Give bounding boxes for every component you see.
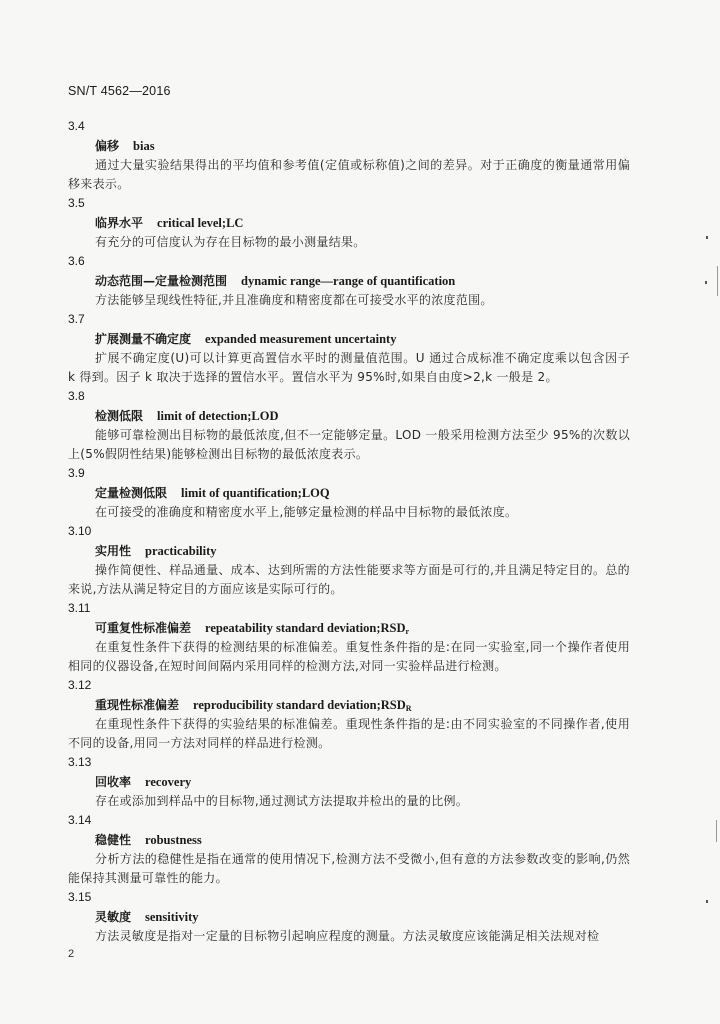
term-definition: 在重现性条件下获得的实验结果的标准偏差。重现性条件指的是:由不同实验室的不同操作者,使用不同的设备,用同一方法对同样的样品进行检测。	[68, 717, 630, 750]
term-title	[95, 541, 630, 561]
term-subscript: R	[405, 704, 412, 713]
term-title	[95, 618, 630, 638]
term-title	[95, 772, 630, 792]
term-entry	[68, 599, 630, 676]
term-number: 3.14	[68, 813, 92, 827]
term-definition: 分析方法的稳健性是指在通常的使用情况下,检测方法不受微小,但有意的方法参数改变的影响,仍然能保持其测量可靠性的能力。	[68, 852, 630, 885]
term-number: 3.4	[68, 119, 85, 133]
term-zh: 灵敏度	[95, 910, 132, 924]
term-en: sensitivity	[145, 910, 199, 924]
term-entry	[68, 310, 630, 387]
term-en-text: repeatability standard deviation;RSD	[205, 621, 406, 635]
term-zh: 临界水平	[95, 216, 144, 230]
term-entry	[68, 753, 630, 811]
scan-mark	[706, 900, 708, 903]
term-zh: 动态范围—定量检测范围	[95, 274, 228, 288]
term-entry	[68, 811, 630, 888]
term-definition: 在可接受的准确度和精密度水平上,能够定量检测的样品中目标物的最低浓度。	[95, 505, 518, 519]
term-title	[95, 830, 630, 850]
term-definition: 操作简便性、样品通量、成本、达到所需的方法性能要求等方面是可行的,并且满足特定目的。总的来说,方法从满足特定目的方面应该是实际可行的。	[68, 563, 630, 596]
term-en: critical level;LC	[157, 216, 244, 230]
term-entry	[68, 676, 630, 753]
term-definition: 在重复性条件下获得的检测结果的标准偏差。重复性条件指的是:在同一实验室,同一个操作者使用相同的仪器设备,在短时间间隔内采用同样的检测方法,对同一实验样品进行检测。	[68, 640, 630, 673]
term-title	[95, 271, 630, 291]
page-number: 2	[68, 948, 75, 960]
term-entry	[68, 387, 630, 464]
term-number: 3.10	[68, 524, 92, 538]
term-definition: 方法能够呈现线性特征,并且准确度和精密度都在可接受水平的浓度范围。	[95, 293, 493, 307]
term-subscript: r	[405, 627, 410, 636]
term-title	[95, 136, 630, 156]
term-number: 3.8	[68, 389, 85, 403]
term-en: limit of detection;LOD	[157, 409, 279, 423]
term-en: bias	[133, 139, 155, 153]
term-zh: 偏移	[95, 139, 120, 153]
term-title	[95, 695, 630, 715]
term-entry	[68, 522, 630, 599]
term-title	[95, 329, 630, 349]
term-definition: 通过大量实验结果得出的平均值和参考值(定值或标称值)之间的差异。对于正确度的衡量通常用偏移来表示。	[68, 158, 630, 191]
term-zh: 稳健性	[95, 833, 132, 847]
term-entry	[68, 252, 630, 310]
term-entry	[68, 194, 630, 252]
term-number: 3.9	[68, 466, 85, 480]
term-definition: 扩展不确定度(U)可以计算更高置信水平时的测量值范围。U 通过合成标准不确定度乘以包含因子 k 得到。因子 k 取决于选择的置信水平。置信水平为 95%时,如果自由度>2,k 一般是 2。	[68, 351, 630, 384]
term-number: 3.12	[68, 678, 92, 692]
scan-mark	[706, 236, 708, 239]
term-definition: 能够可靠检测出目标物的最低浓度,但不一定能够定量。LOD 一般采用检测方法至少 95%的次数以上(5%假阴性结果)能够检测出目标物的最低浓度表示。	[68, 428, 630, 461]
term-en: practicability	[145, 544, 217, 558]
term-entry	[68, 117, 630, 194]
term-definition: 有充分的可信度认为存在目标物的最小测量结果。	[95, 235, 366, 249]
term-zh: 重现性标准偏差	[95, 698, 180, 712]
term-en: expanded measurement uncertainty	[205, 332, 397, 346]
scan-mark	[716, 820, 717, 842]
term-en: robustness	[145, 833, 202, 847]
standard-code-header: SN/T 4562—2016	[68, 84, 171, 98]
term-title	[95, 483, 630, 503]
scan-mark	[717, 266, 718, 296]
term-number: 3.7	[68, 312, 85, 326]
term-number: 3.6	[68, 254, 85, 268]
term-en: recovery	[145, 775, 192, 789]
term-title	[95, 213, 630, 233]
term-definition: 方法灵敏度是指对一定量的目标物引起响应程度的测量。方法灵敏度应该能满足相关法规对检	[95, 929, 600, 943]
term-zh: 回收率	[95, 775, 132, 789]
term-title	[95, 907, 630, 927]
term-entry	[68, 888, 630, 946]
term-entry	[68, 464, 630, 522]
term-zh: 实用性	[95, 544, 132, 558]
term-zh: 检测低限	[95, 409, 144, 423]
term-title	[95, 406, 630, 426]
terms-list	[68, 117, 630, 946]
term-number: 3.5	[68, 196, 85, 210]
term-en	[193, 698, 412, 712]
term-number: 3.13	[68, 755, 92, 769]
term-number: 3.15	[68, 890, 92, 904]
term-en-text: reproducibility standard deviation;RSD	[193, 698, 406, 712]
term-definition: 存在或添加到样品中的目标物,通过测试方法提取并检出的量的比例。	[95, 794, 469, 808]
term-en: limit of quantification;LOQ	[181, 486, 330, 500]
term-en	[205, 621, 409, 635]
term-zh: 可重复性标准偏差	[95, 621, 192, 635]
term-zh: 定量检测低限	[95, 486, 168, 500]
term-en: dynamic range—range of quantification	[241, 274, 456, 288]
term-number: 3.11	[68, 601, 91, 615]
scan-mark	[705, 281, 707, 284]
term-zh: 扩展测量不确定度	[95, 332, 192, 346]
